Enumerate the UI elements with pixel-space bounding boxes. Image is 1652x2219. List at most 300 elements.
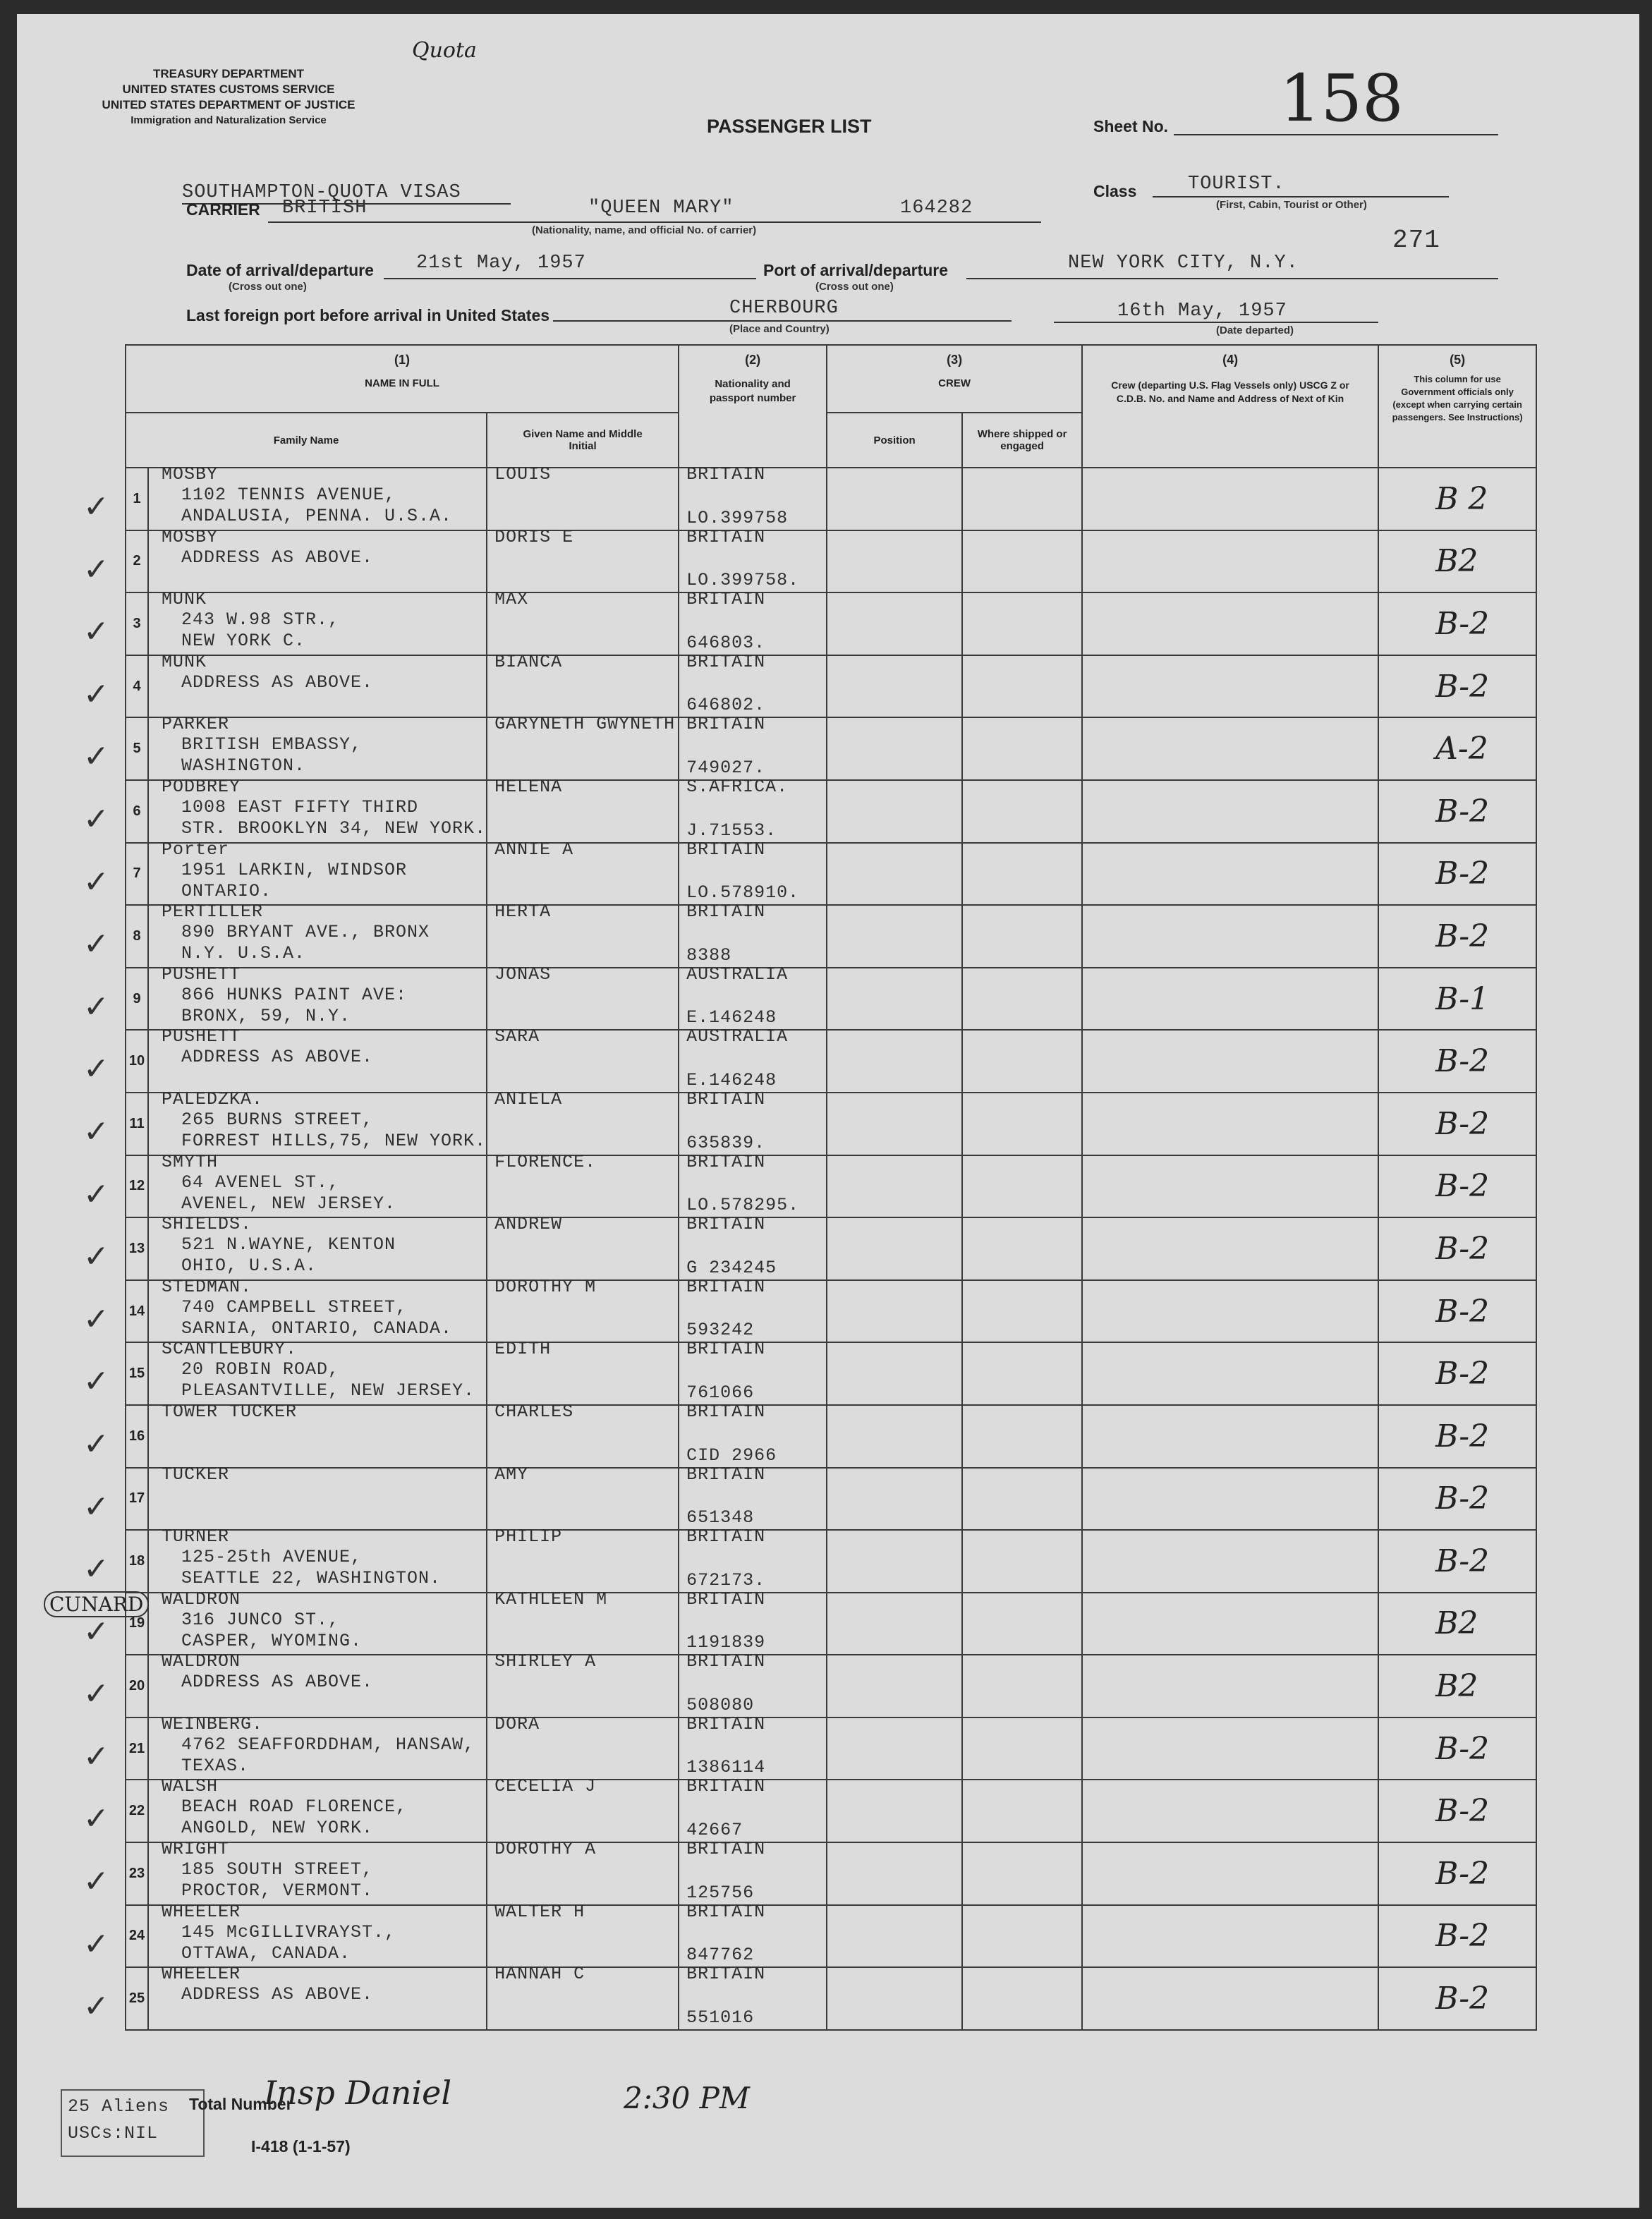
shipped-cell <box>962 1405 1082 1468</box>
nationality: S.AFRICA. <box>686 776 789 797</box>
check-mark-cell <box>59 1842 126 1905</box>
nationality: BRITAIN <box>686 1088 766 1110</box>
family-name-cell <box>148 1276 487 1343</box>
family-name: WALDRON <box>162 1588 241 1610</box>
check-mark-cell <box>59 1155 126 1218</box>
nationality-cell <box>679 1839 827 1905</box>
total-number-label: Total Number <box>189 2095 293 2113</box>
family-name-cell <box>148 1151 487 1218</box>
row-number: 2 <box>133 553 141 569</box>
carrier-label: CARRIER <box>186 200 260 219</box>
check-mark-icon: ✓ <box>83 676 109 712</box>
address-line: OTTAWA, CANADA. <box>181 1943 351 1964</box>
nationality: BRITAIN <box>686 651 766 672</box>
table-row <box>59 1217 1536 1280</box>
passport-number: J.71553. <box>686 820 777 841</box>
next-of-kin-cell <box>1082 905 1378 968</box>
row-number-cell <box>126 905 148 968</box>
port-caption: (Cross out one) <box>815 281 894 293</box>
passport-number: LO.578910. <box>686 882 800 904</box>
next-of-kin-cell <box>1082 1530 1378 1593</box>
passenger-count: 271 <box>1392 226 1440 255</box>
official-code-cell <box>1378 968 1536 1031</box>
check-mark-cell <box>59 592 126 655</box>
position-cell <box>827 1718 962 1780</box>
address-line: WASHINGTON. <box>181 755 306 777</box>
address-line: BRONX, 59, N.Y. <box>181 1005 351 1026</box>
row-number: 5 <box>133 741 141 757</box>
given-name-cell <box>487 1964 679 2030</box>
address-line: BRITISH EMBASSY, <box>181 734 363 755</box>
shipped-cell <box>962 1217 1082 1280</box>
visa-code: B-2 <box>1435 605 1490 642</box>
official-code-cell <box>1378 905 1536 968</box>
given-name-cell <box>487 776 679 843</box>
address-line: 1008 EAST FIFTY THIRD <box>181 796 419 817</box>
nationality-cell <box>679 1964 827 2030</box>
visa-code: B-2 <box>1435 1855 1490 1892</box>
nationality-header <box>679 345 827 468</box>
check-mark-icon: ✓ <box>83 1425 109 1462</box>
shipped-cell <box>962 530 1082 593</box>
family-name-cell <box>148 1464 487 1531</box>
check-mark-icon: ✓ <box>83 926 109 963</box>
arrival-underline <box>384 278 756 279</box>
last-port-value: CHERBOURG <box>729 298 839 319</box>
family-name-cell <box>148 1713 487 1780</box>
given-name: WALTER H <box>494 1901 585 1922</box>
given-name: GARYNETH GWYNETH <box>494 714 676 735</box>
col-3-title: CREW <box>938 377 971 389</box>
address-line: ANDALUSIA, PENNA. U.S.A. <box>181 506 453 526</box>
uscs-count: USCs:NIL <box>68 2123 159 2144</box>
nationality-cell <box>679 901 827 968</box>
next-of-kin-cell <box>1082 530 1378 593</box>
next-of-kin-cell <box>1082 1718 1378 1780</box>
official-code-cell <box>1378 1593 1536 1655</box>
official-code-cell <box>1378 1905 1536 1968</box>
position-cell <box>827 1593 962 1655</box>
nationality: AUSTRALIA <box>686 1026 789 1047</box>
position-cell <box>827 1030 962 1093</box>
given-name: ANIELA <box>494 1088 563 1110</box>
family-name: Porter <box>162 839 230 860</box>
position-header <box>827 413 962 468</box>
passport-number: 635839. <box>686 1132 766 1153</box>
row-number: 1 <box>133 490 141 506</box>
given-name-cell <box>487 1651 679 1718</box>
address-line: 4762 SEAFFORDDHAM, HANSAW, <box>181 1734 475 1755</box>
row-number: 6 <box>133 803 141 819</box>
nationality: BRITAIN <box>686 714 766 735</box>
inspector-signature: Insp Daniel <box>264 2074 452 2112</box>
given-name-cell <box>487 1713 679 1780</box>
visa-code: B-2 <box>1435 1043 1490 1080</box>
date-departed: 16th May, 1957 <box>1117 300 1287 322</box>
check-mark-cell <box>59 1718 126 1780</box>
nationality-cell <box>679 1901 827 1968</box>
nationality: BRITAIN <box>686 1964 766 1985</box>
nationality: BRITAIN <box>686 526 766 547</box>
next-of-kin-cell <box>1082 1217 1378 1280</box>
table-row <box>59 968 1536 1031</box>
given-name-cell <box>487 963 679 1031</box>
passport-number: 646803. <box>686 632 766 653</box>
check-mark-icon: ✓ <box>83 1176 109 1212</box>
address-line: 1102 TENNIS AVENUE, <box>181 485 396 505</box>
col-5-number: (5) <box>1450 353 1466 367</box>
address-line: 243 W.98 STR., <box>181 609 340 631</box>
last-port-label: Last foreign port before arrival in United States <box>186 306 550 324</box>
nationality-cell <box>679 1526 827 1593</box>
check-mark-cell <box>59 1530 126 1593</box>
row-number-cell <box>126 1093 148 1155</box>
nationality: BRITAIN <box>686 1901 766 1922</box>
address-line: ONTARIO. <box>181 880 272 901</box>
shipped-cell <box>962 780 1082 843</box>
visa-code: B-2 <box>1435 1918 1490 1954</box>
agency-line-3: UNITED STATES DEPARTMENT OF JUSTICE <box>102 98 356 111</box>
row-number-cell <box>126 968 148 1031</box>
next-of-kin-cell <box>1082 1093 1378 1155</box>
check-mark-icon: ✓ <box>83 863 109 900</box>
class-value: TOURIST. <box>1188 174 1285 195</box>
row-number-cell <box>126 530 148 593</box>
given-name: PHILIP <box>494 1526 563 1548</box>
shipped-cell <box>962 1655 1082 1718</box>
given-name: HANNAH C <box>494 1964 585 1985</box>
nationality-cell <box>679 526 827 593</box>
shipped-cell <box>962 655 1082 718</box>
check-mark-cell <box>59 1905 126 1968</box>
visa-code: B-2 <box>1435 856 1490 892</box>
check-mark-cell <box>59 530 126 593</box>
address-line: SEATTLE 22, WASHINGTON. <box>181 1568 442 1589</box>
row-number: 10 <box>128 1053 145 1069</box>
passport-number: 749027. <box>686 757 766 778</box>
address-line: TEXAS. <box>181 1755 250 1776</box>
next-of-kin-cell <box>1082 1155 1378 1218</box>
position-cell <box>827 1905 962 1968</box>
passport-number: 593242 <box>686 1320 755 1341</box>
position-title: Position <box>873 434 916 446</box>
given-name-header <box>487 413 679 468</box>
check-mark-icon: ✓ <box>83 738 109 775</box>
row-number-cell <box>126 780 148 843</box>
address-line: PLEASANTVILLE, NEW JERSEY. <box>181 1380 475 1402</box>
row-number: 22 <box>128 1803 145 1819</box>
nationality-cell <box>679 1151 827 1218</box>
official-code-cell <box>1378 1342 1536 1405</box>
nationality: BRITAIN <box>686 1588 766 1610</box>
table-row <box>59 905 1536 968</box>
next-of-kin-header <box>1082 345 1378 468</box>
family-name-cell <box>148 651 487 718</box>
family-name-cell <box>148 1088 487 1155</box>
given-name: CECELIA J <box>494 1776 597 1797</box>
next-of-kin-cell <box>1082 592 1378 655</box>
passport-number: 42667 <box>686 1820 743 1841</box>
nationality: BRITAIN <box>686 1839 766 1860</box>
nationality-cell <box>679 1651 827 1718</box>
given-name: ANNIE A <box>494 839 574 860</box>
row-number-cell <box>126 1967 148 2030</box>
check-mark-cell <box>59 1655 126 1718</box>
visa-code: B2 <box>1435 1605 1478 1642</box>
official-code-cell <box>1378 655 1536 718</box>
carrier-nationality: BRITISH <box>282 197 368 219</box>
shipped-title: Where shipped or engaged <box>977 428 1067 452</box>
check-mark-icon: ✓ <box>83 1613 109 1650</box>
check-mark-cell <box>59 843 126 906</box>
family-name-cell <box>148 1588 487 1655</box>
given-name-cell <box>487 1151 679 1218</box>
family-name: PALEDZKA. <box>162 1088 264 1110</box>
agency-block <box>80 66 377 128</box>
shipped-cell <box>962 843 1082 906</box>
given-name-cell <box>487 1839 679 1905</box>
next-of-kin-cell <box>1082 1905 1378 1968</box>
check-mark-icon: ✓ <box>83 1926 109 1962</box>
shipped-cell <box>962 1155 1082 1218</box>
agency-line-2: UNITED STATES CUSTOMS SERVICE <box>122 83 335 96</box>
visa-code: B-2 <box>1435 1730 1490 1767</box>
table-row <box>59 843 1536 906</box>
row-number-cell <box>126 1217 148 1280</box>
family-name: SCANTLEBURY. <box>162 1339 298 1360</box>
family-name: SHIELDS. <box>162 1214 253 1235</box>
passport-number: 125756 <box>686 1882 755 1903</box>
given-name-cell <box>487 1464 679 1531</box>
aliens-count: 25 Aliens <box>68 2096 170 2117</box>
shipped-header <box>962 413 1082 468</box>
visa-code: B2 <box>1435 543 1478 580</box>
check-mark-icon: ✓ <box>83 1113 109 1150</box>
given-name: BIANCA <box>494 651 563 672</box>
check-mark-icon: ✓ <box>83 1551 109 1588</box>
family-name: TURNER <box>162 1526 230 1548</box>
nationality: AUSTRALIA <box>686 963 789 985</box>
position-cell <box>827 468 962 530</box>
given-name: DORIS E <box>494 526 574 547</box>
address-line: 521 N.WAYNE, KENTON <box>181 1234 396 1256</box>
family-name-title: Family Name <box>273 434 339 446</box>
official-code-cell <box>1378 1842 1536 1905</box>
row-number-cell <box>126 1280 148 1343</box>
address-line: SARNIA, ONTARIO, CANADA. <box>181 1318 453 1339</box>
row-number-cell <box>126 468 148 530</box>
table-row <box>59 1842 1536 1905</box>
family-name: PARKER <box>162 714 230 735</box>
position-cell <box>827 1655 962 1718</box>
class-label: Class <box>1093 182 1137 200</box>
address-line: ADDRESS AS ABOVE. <box>181 1047 374 1068</box>
family-name: MOSBY <box>162 526 219 547</box>
official-code-cell <box>1378 843 1536 906</box>
given-name-cell <box>487 651 679 718</box>
passport-number: 651348 <box>686 1507 755 1528</box>
given-name-cell <box>487 1026 679 1093</box>
nationality: BRITAIN <box>686 1464 766 1485</box>
address-line: ADDRESS AS ABOVE. <box>181 671 374 693</box>
agency-line-4: Immigration and Naturalization Service <box>130 114 327 126</box>
family-name: TOWER TUCKER <box>162 1401 298 1422</box>
visa-code: B-2 <box>1435 1230 1490 1267</box>
family-name-cell <box>148 963 487 1031</box>
row-number: 21 <box>128 1740 145 1756</box>
position-cell <box>827 843 962 906</box>
agency-line-1: TREASURY DEPARTMENT <box>152 67 305 80</box>
row-number: 4 <box>133 678 141 694</box>
next-of-kin-cell <box>1082 843 1378 906</box>
family-name-cell <box>148 839 487 906</box>
carrier-number: 164282 <box>900 197 973 219</box>
given-name: DORA <box>494 1713 540 1734</box>
nationality-cell <box>679 963 827 1031</box>
next-of-kin-cell <box>1082 1780 1378 1842</box>
family-name-cell <box>148 1901 487 1968</box>
nationality: BRITAIN <box>686 1276 766 1297</box>
address-line: N.Y. U.S.A. <box>181 943 306 964</box>
family-name: PODBREY <box>162 776 241 797</box>
family-name: WHEELER <box>162 1964 241 1985</box>
given-name-cell <box>487 1276 679 1343</box>
official-use-header <box>1378 345 1536 468</box>
address-line: ADDRESS AS ABOVE. <box>181 547 374 568</box>
table-row <box>59 655 1536 718</box>
check-mark-cell <box>59 780 126 843</box>
table-row <box>59 1905 1536 1968</box>
passenger-table <box>59 344 1537 2031</box>
family-name: PUSHETT <box>162 1026 241 1047</box>
visa-code: B-2 <box>1435 1793 1490 1830</box>
shipped-cell <box>962 1842 1082 1905</box>
nationality: BRITAIN <box>686 1214 766 1235</box>
next-of-kin-cell <box>1082 968 1378 1031</box>
passport-number: LO.399758 <box>686 507 789 528</box>
visa-code: B-1 <box>1435 980 1490 1017</box>
nationality: BRITAIN <box>686 1713 766 1734</box>
row-number: 11 <box>129 1115 145 1131</box>
family-name-cell <box>148 1839 487 1905</box>
visa-code: B-2 <box>1435 1543 1490 1579</box>
row-number: 13 <box>128 1240 145 1256</box>
port-value: NEW YORK CITY, N.Y. <box>1068 253 1299 274</box>
shipped-cell <box>962 592 1082 655</box>
visa-code: B-2 <box>1435 1168 1490 1205</box>
col-5-title: This column for use Government officials only (except when carrying certain passengers. See Instructions) <box>1392 374 1523 422</box>
row-number-cell <box>126 1718 148 1780</box>
passport-number: E.146248 <box>686 1069 777 1090</box>
row-number-cell <box>126 1342 148 1405</box>
nationality-cell <box>679 1214 827 1280</box>
margin-note-cunard: CUNARD <box>44 1591 149 1617</box>
row-number: 3 <box>133 615 141 631</box>
nationality: BRITAIN <box>686 1526 766 1548</box>
col-2-number: (2) <box>745 353 761 367</box>
passport-number: 551016 <box>686 2007 755 2028</box>
check-mark-cell <box>59 1217 126 1280</box>
table-row <box>59 1342 1536 1405</box>
passport-number: 508080 <box>686 1694 755 1715</box>
col-3-number: (3) <box>947 353 963 367</box>
address-line: ANGOLD, NEW YORK. <box>181 1818 374 1839</box>
given-name: DOROTHY A <box>494 1839 597 1860</box>
family-name-cell <box>148 589 487 655</box>
table-row <box>59 1155 1536 1218</box>
check-mark-icon: ✓ <box>83 489 109 525</box>
given-name: HERTA <box>494 901 552 923</box>
date-departed-caption: (Date departed) <box>1216 324 1294 336</box>
visa-code: B-2 <box>1435 1418 1490 1454</box>
nationality: BRITAIN <box>686 1339 766 1360</box>
table-row <box>59 1280 1536 1343</box>
official-code-cell <box>1378 1030 1536 1093</box>
nationality-cell <box>679 1713 827 1780</box>
row-number-cell <box>126 843 148 906</box>
given-name-cell <box>487 839 679 906</box>
official-code-cell <box>1378 717 1536 780</box>
family-name-cell <box>148 1776 487 1842</box>
row-number-cell <box>126 1780 148 1842</box>
position-cell <box>827 1405 962 1468</box>
col-2-title: Nationality and passport number <box>709 378 796 404</box>
position-cell <box>827 1280 962 1343</box>
given-name: SHIRLEY A <box>494 1651 597 1672</box>
next-of-kin-cell <box>1082 1842 1378 1905</box>
passport-number: G 234245 <box>686 1257 777 1278</box>
check-mark-icon: ✓ <box>83 614 109 650</box>
nationality-cell <box>679 1026 827 1093</box>
shipped-cell <box>962 1718 1082 1780</box>
last-port-underline <box>553 320 1012 322</box>
port-underline <box>966 278 1498 279</box>
official-code-cell <box>1378 1280 1536 1343</box>
check-mark-cell <box>59 968 126 1031</box>
col-1-title: NAME IN FULL <box>365 377 439 389</box>
visa-code: B-2 <box>1435 668 1490 705</box>
nationality-cell <box>679 651 827 718</box>
next-of-kin-cell <box>1082 1030 1378 1093</box>
position-cell <box>827 1780 962 1842</box>
address-line: PROCTOR, VERMONT. <box>181 1880 374 1902</box>
row-number: 23 <box>128 1865 145 1881</box>
visa-code: B-2 <box>1435 1481 1490 1517</box>
family-name: PUSHETT <box>162 963 241 985</box>
shipped-cell <box>962 1905 1082 1968</box>
address-line: OHIO, U.S.A. <box>181 1256 317 1277</box>
given-name: CHARLES <box>494 1401 574 1422</box>
passport-number: 847762 <box>686 1945 755 1966</box>
alien-count-box <box>61 2089 205 2157</box>
address-line: BEACH ROAD FLORENCE, <box>181 1797 408 1818</box>
row-number-cell <box>126 1655 148 1718</box>
row-number-cell <box>126 1155 148 1218</box>
family-name-cell <box>148 776 487 843</box>
row-number-cell <box>126 1842 148 1905</box>
nationality-cell <box>679 1276 827 1343</box>
position-cell <box>827 780 962 843</box>
table-row <box>59 1718 1536 1780</box>
position-cell <box>827 1468 962 1531</box>
check-mark-icon: ✓ <box>83 1801 109 1837</box>
check-mark-cell <box>59 1405 126 1468</box>
position-cell <box>827 1342 962 1405</box>
column-header-row <box>59 345 1536 413</box>
address-line: CASPER, WYOMING. <box>181 1630 363 1651</box>
shipped-cell <box>962 717 1082 780</box>
family-name-cell <box>148 1214 487 1280</box>
